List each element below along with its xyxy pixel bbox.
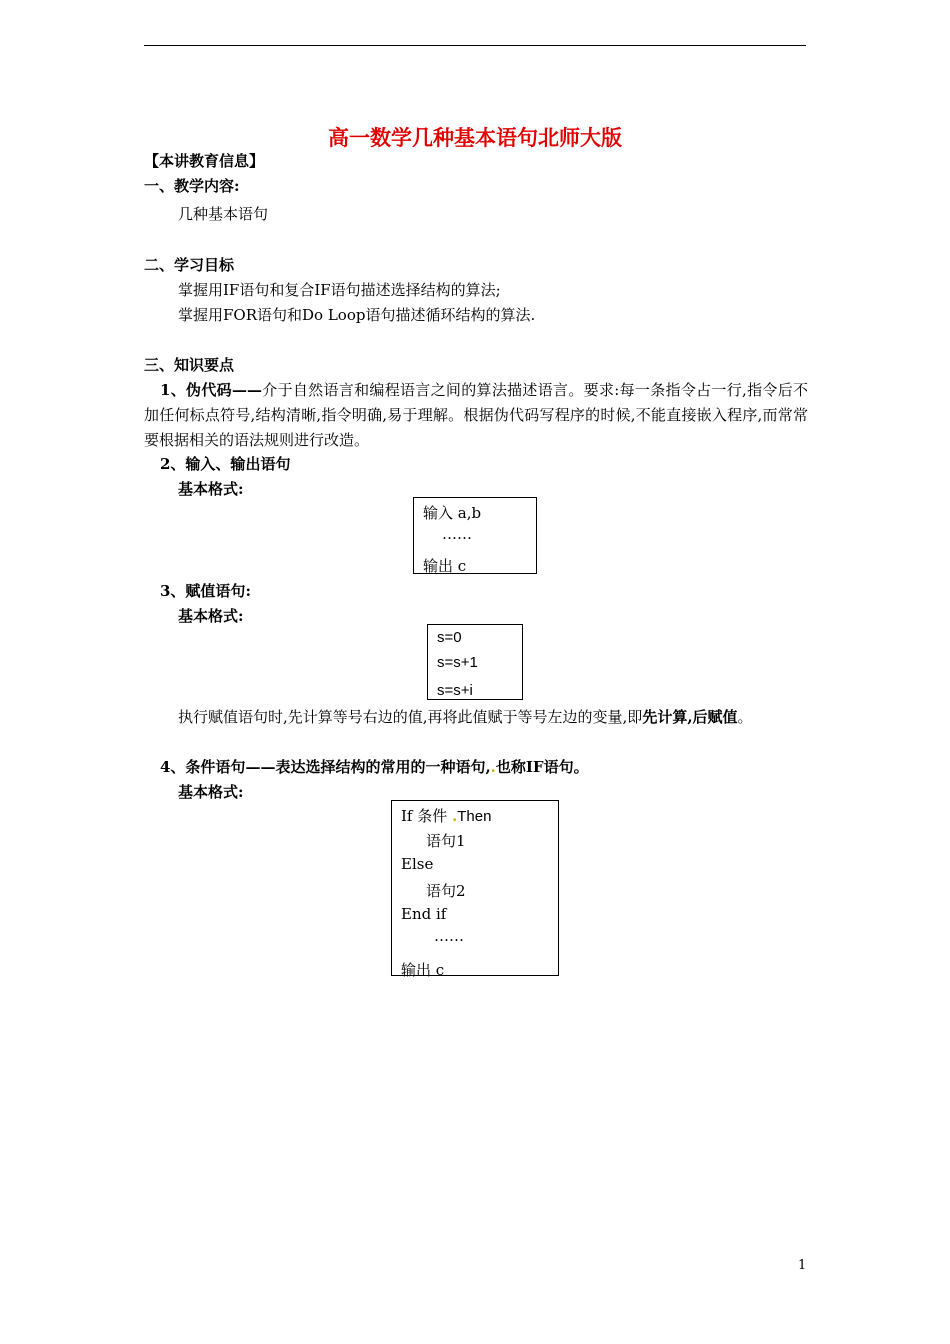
item4-label: 4、条件语句——表达选择结构的常用的一种语句, (160, 758, 491, 776)
assign-end: 。 (737, 708, 753, 726)
item2-label: 2、输入、输出语句 (160, 455, 291, 473)
assign-line-3: s=s+i (437, 682, 473, 699)
if-line-1b: Then (457, 808, 492, 825)
if-line-6: …… (434, 927, 464, 945)
assign-emphasis: 先计算,后赋值 (642, 708, 738, 726)
assign-format-box (427, 624, 523, 700)
section2-heading: 二、学习目标 (144, 256, 235, 274)
if-line-3: Else (401, 855, 434, 873)
if-line-1 (401, 805, 491, 826)
item1-paragraph (144, 378, 808, 453)
assign-line-1: s=0 (437, 629, 462, 646)
item1-label: 1、伪代码—— (160, 381, 262, 399)
section3-heading: 三、知识要点 (144, 356, 235, 374)
if-line-1a: If 条件 (401, 807, 453, 825)
io-format-box (413, 497, 537, 574)
goal-1: 掌握用IF语句和复合IF语句描述选择结构的算法; (178, 281, 501, 299)
section1-heading: 一、教学内容: (144, 177, 240, 195)
document-title: 高一数学几种基本语句北师大版 (328, 125, 622, 150)
io-line-ellipsis: …… (442, 525, 472, 543)
info-header: 【本讲教育信息】 (144, 152, 265, 170)
assign-paragraph (144, 705, 808, 730)
if-line-1-dot: . (452, 807, 458, 825)
item3-format-label: 基本格式: (178, 607, 244, 625)
assign-text: 执行赋值语句时,先计算等号右边的值,再将此值赋于等号左边的变量,即 (178, 708, 643, 726)
item1-text: 介于自然语言和编程语言之间的算法描述语言。要求:每一条指令占一行,指令后不加任何标点符号,结构清晰,指令明确,易于理解。根据伪代码写程序的时候,不能直接嵌入程序,而常常要根据相关的语法规则进行改造。 (144, 381, 809, 449)
item2-format-label: 基本格式: (178, 480, 244, 498)
goal-2: 掌握用FOR语句和Do Loop语句描述循环结构的算法. (178, 306, 536, 324)
item3-label: 3、赋值语句: (160, 582, 251, 600)
item4-format-label: 基本格式: (178, 783, 244, 801)
assign-line-2: s=s+1 (437, 654, 478, 671)
if-line-2: 语句1 (426, 832, 466, 850)
if-format-box (391, 800, 559, 979)
io-line-output: 输出 c (423, 557, 467, 575)
section1-content: 几种基本语句 (178, 205, 269, 223)
if-line-7: 输出 c (401, 961, 445, 979)
item4-dot: . (490, 758, 496, 776)
item4-end: 也称IF语句。 (495, 758, 589, 776)
header-rule (144, 45, 806, 46)
if-line-4: 语句2 (426, 882, 466, 900)
item4-line (160, 755, 589, 780)
page-number: 1 (798, 1258, 807, 1273)
io-line-input: 输入 a,b (423, 504, 482, 522)
if-line-5: End if (401, 905, 447, 923)
